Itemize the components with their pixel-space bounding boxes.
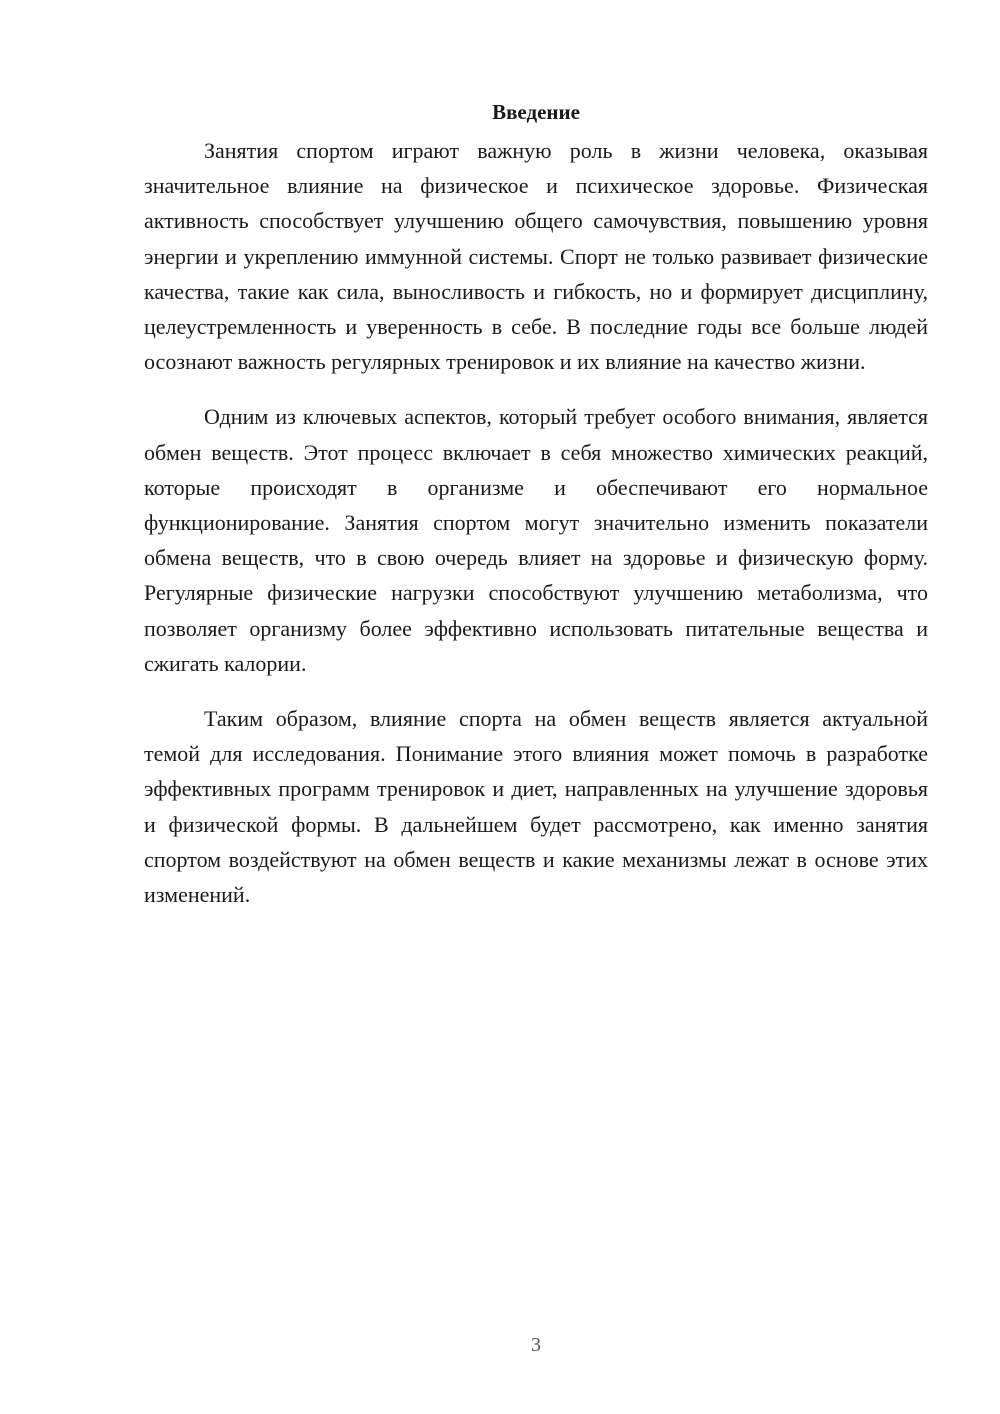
section-heading: Введение: [492, 100, 580, 124]
page-content: [144, 97, 928, 932]
paragraph-1: Занятия спортом играют важную роль в жизни человека, оказывая значительное влияние на физическое и психическое здоровье. Физическая активность способствует улучшению общего самочувствия, повышению уровня энергии и укреплению иммунной системы. Спорт не только развивает физические качества, такие как сила, выносливость и гибкость, но и формирует дисциплину, целеустремленность и уверенность в себе. В последние годы все больше людей осознают важность регулярных тренировок и их влияние на качество жизни.: [144, 138, 928, 375]
paragraph-3: Таким образом, влияние спорта на обмен веществ является актуальной темой для исследования. Понимание этого влияния может помочь в разработке эффективных программ тренировок и диет, направленных на улучшение здоровья и физической формы. В дальнейшем будет рассмотрено, как именно занятия спортом воздействуют на обмен веществ и какие механизмы лежат в основе этих изменений.: [144, 706, 928, 908]
paragraph-2: Одним из ключевых аспектов, который требует особого внимания, является обмен веществ. Этот процесс включает в себя множество химических реакций, которые происходят в организме и обеспечивают его нормальное функционирование. Занятия спортом могут значительно изменить показатели обмена веществ, что в свою очередь влияет на здоровье и физическую форму. Регулярные физические нагрузки способствуют улучшению метаболизма, что позволяет организму более эффективно использовать питательные вещества и сжигать калории.: [144, 404, 928, 676]
page-number: 3: [531, 1334, 541, 1356]
